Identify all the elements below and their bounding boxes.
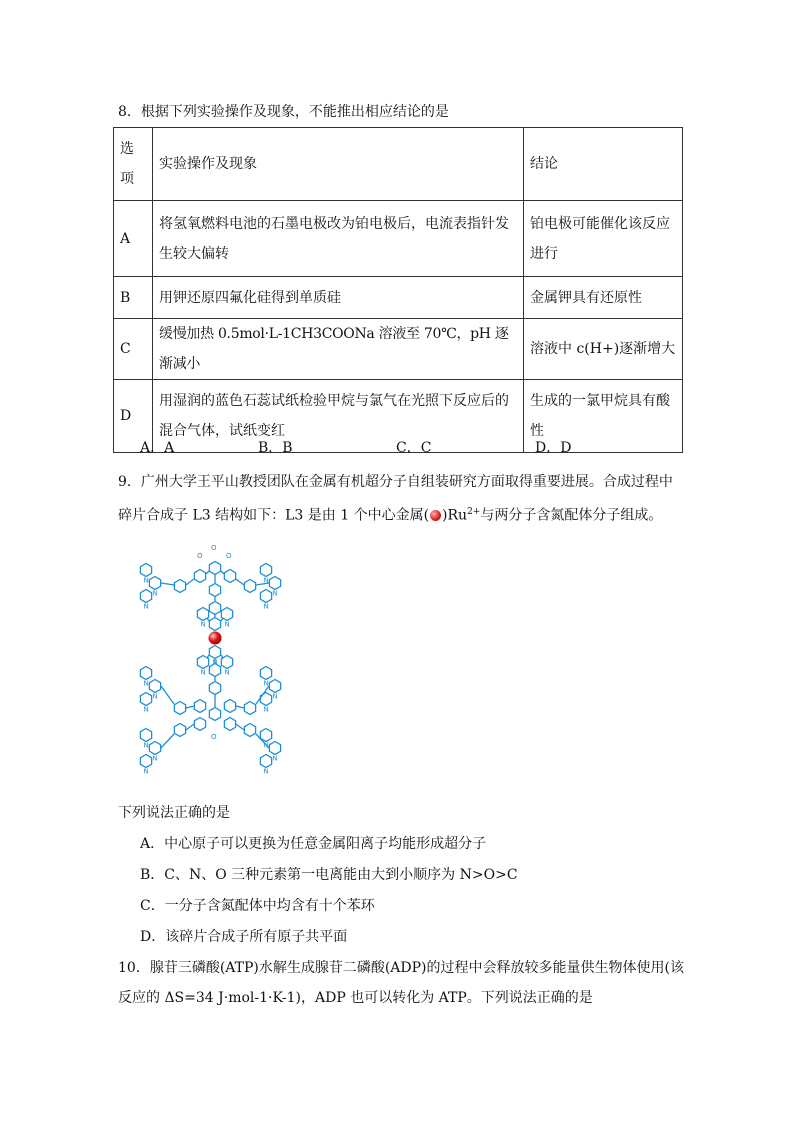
nitrogen-label: N [272,692,278,701]
question-8-title: 8．根据下列实验操作及现象，不能推出相应结论的是 [118,104,449,120]
benzene-ring [209,602,220,615]
pyridine-ring [209,646,220,659]
methoxy-label: O [211,733,217,741]
pyridine-ring [209,618,220,631]
row-conclusion: 金属钾具有还原性 [524,277,683,319]
question-9-prompt: 下列说法正确的是 [118,805,230,821]
pyridine-ring [140,590,151,603]
nitrogen-label: N [152,692,158,701]
benzene-ring [224,718,235,731]
pyridine-ring [140,667,151,680]
benzene-ring [209,584,220,597]
nitrogen-label: N [143,767,149,776]
row-operation: 用钾还原四氟化硅得到单质硅 [153,277,524,319]
pyridine-ring [269,742,280,755]
bond [186,706,194,708]
benzene-ring [244,702,255,715]
row-operation: 缓慢加热 0.5mol·L-1CH3COONa 溶液至 70℃，pH 逐渐减小 [153,319,524,380]
experiment-table [113,127,683,453]
pyridine-ring [140,755,151,768]
question-9-line1: 9．广州大学王平山教授团队在金属有机超分子自组装研究方面取得重要进展。合成过程中 [118,474,673,490]
methoxy-label: O [226,552,232,560]
benzene-ring [174,702,185,715]
question-10-line1: 10．腺苷三磷酸(ATP)水解生成腺苷二磷酸(ADP)的过程中会释放较多能量供生物体使用(该 [118,960,684,976]
pyridine-ring [149,742,160,755]
option-b[interactable]: B．C、N、O 三种元素第一电离能由大到小顺序为 N>O>C [140,867,518,883]
nitrogen-label: N [263,705,269,714]
bond [161,583,174,585]
choice-b[interactable]: B．B [258,440,293,456]
benzene-ring [194,718,205,731]
nitrogen-label: N [212,658,218,667]
pyridine-ring [140,693,151,706]
nitrogen-label: N [263,767,269,776]
choice-c[interactable]: C．C [396,440,432,456]
pyridine-ring [269,680,280,693]
table-header-row [114,128,683,201]
pyridine-ring [260,755,271,768]
benzene-ring [244,580,255,593]
bond [256,686,269,704]
nitrogen-label: N [152,754,158,763]
bond [206,571,209,574]
bond [186,579,194,585]
row-conclusion: 铂电极可能催化该反应 进行 [524,201,683,277]
nitrogen-label: N [143,705,149,714]
pyridine-ring [140,564,151,577]
nitrogen-label: N [143,602,149,611]
bond [161,734,174,748]
benzene-ring [194,570,205,583]
benzene-ring [174,580,185,593]
nitrogen-label: N [200,668,206,677]
pyridine-ring [260,667,271,680]
question-10-line2: 反应的 ΔS=34 J·mol-1·K-1)，ADP 也可以转化为 ATP。下列说法正确的是 [118,990,593,1006]
row-conclusion: 生成的一氯甲烷具有酸 性 [524,380,683,453]
row-conclusion: 溶液中 c(H+)逐渐增大 [524,319,683,380]
bond [236,706,244,708]
row-option: C [114,319,153,380]
header-operation: 实验操作及现象 [153,128,524,201]
choice-a[interactable]: A．A [140,440,175,456]
nitrogen-label: N [200,620,206,629]
benzene-ring [209,682,220,695]
benzene-ring [209,562,220,575]
nitrogen-label: N [263,602,269,611]
ru-center-atom [209,632,222,645]
methoxy-label: O [197,552,203,560]
benzene-ring [209,708,220,721]
benzene-ring [224,700,235,713]
question-9-line2: 碎片合成子 L3 结构如下：L3 是由 1 个中心金属( )$Ru^{2+}$与两分子含氮配体分子组成。 [118,507,663,524]
benzene-ring [244,724,255,737]
option-d[interactable]: D．该碎片合成子所有原子共平面 [140,929,348,945]
nitrogen-label: N [263,576,269,585]
methoxy-label: O [211,544,217,552]
nitrogen-label: N [143,741,149,750]
benzene-ring [174,724,185,737]
table-row [114,201,683,277]
nitrogen-label: N [263,741,269,750]
bond [207,655,209,658]
option-c[interactable]: C．一分子含氮配体中均含有十个苯环 [140,898,375,914]
pyridine-ring [269,577,280,590]
pyridine-ring [149,577,160,590]
bond [221,618,223,621]
bond [236,579,244,585]
row-option: B [114,277,153,319]
pyridine-ring [260,590,271,603]
option-a[interactable]: A．中心原子可以更换为任意金属阳离子均能形成超分子 [140,836,487,852]
pyridine-ring [149,680,160,693]
bond [221,655,223,658]
pyridine-ring [140,729,151,742]
benzene-ring [194,700,205,713]
bond [221,571,224,574]
nitrogen-label: N [143,576,149,585]
table-row [114,319,683,380]
nitrogen-label: N [272,589,278,598]
table-row [114,277,683,319]
nitrogen-label: N [152,589,158,598]
ru-metal-icon [430,510,441,521]
row-operation: 将氢氧燃料电池的石墨电极改为铂电极后，电流表指针发 生较大偏转 [153,201,524,277]
row-option: A [114,201,153,277]
row-option: D [114,380,153,453]
benzene-ring [224,570,235,583]
nitrogen-label: N [224,620,230,629]
nitrogen-label: N [272,754,278,763]
bond [161,686,174,704]
bond [236,724,244,730]
nitrogen-label: N [143,679,149,688]
pyridine-ring [260,729,271,742]
choice-d[interactable]: D．D [535,440,572,456]
header-option: 选 项 [114,128,153,201]
bond [186,724,194,730]
nitrogen-label: N [224,668,230,677]
row-operation: 用湿润的蓝色石蕊试纸检验甲烷与氯气在光照下反应后的 混合气体，试纸变红 [153,380,524,453]
pyridine-ring [260,693,271,706]
nitrogen-label: N [263,679,269,688]
pyridine-ring [260,564,271,577]
header-conclusion: 结论 [524,128,683,201]
l3-structure-figure [125,538,305,783]
bond [207,618,209,621]
